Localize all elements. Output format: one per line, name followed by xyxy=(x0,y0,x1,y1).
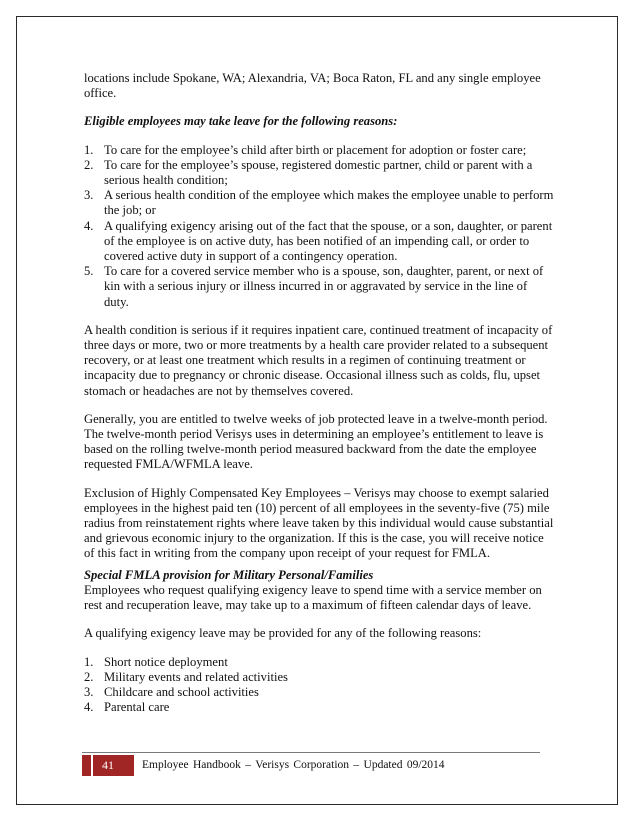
military-heading: Special FMLA provision for Military Personal/Families xyxy=(84,567,374,582)
list-item: 3. Childcare and school activities xyxy=(84,684,259,699)
list-item: 1. To care for the employee’s child after birth or placement for adoption or foster care; xyxy=(84,142,527,157)
document-body xyxy=(84,71,554,715)
list-item: 1. Short notice deployment xyxy=(84,654,228,669)
page-footer xyxy=(82,752,540,776)
exigency-intro: A qualifying exigency leave may be provided for any of the following reasons: xyxy=(84,626,482,641)
intro-paragraph: locations include Spokane, WA; Alexandria, VA; Boca Raton, FL and any single employee office. xyxy=(84,71,541,101)
military-paragraph: Employees who request qualifying exigency leave to spend time with a service member on rest and recuperation leave, may take up to a maximum of fifteen calendar days of leave. xyxy=(84,582,542,613)
footer-notch xyxy=(91,755,93,776)
list-item: 2. Military events and related activities xyxy=(84,669,288,684)
list-item: 4. Parental care xyxy=(84,700,170,715)
page-number-badge: 41 xyxy=(82,755,134,776)
health-condition-paragraph: A health condition is serious if it requires inpatient care, continued treatment of incapacity of three days or more, two or more treatments by a health care provider related to a subsequent recovery, or at least one treatment which results in a regimen of continuing treatment or incapacity due to pregnancy or chronic disease. Occasional illness such as colds, flu, upset stomach or headaches are not by themselves covered. xyxy=(84,322,553,398)
list-item: 5. To care for a covered service member who is a spouse, son, daughter, parent, or next of kin with a serious injury or illness incurred in or aggravated by service in the line of duty. xyxy=(84,264,544,309)
exigency-reasons-list xyxy=(84,655,554,716)
exclusion-paragraph: Exclusion of Highly Compensated Key Employees – Verisys may choose to exempt salaried employees in the highest paid ten (10) percent of all employees in the seventy-five (75) mile radius from reinstatement rights where leave taken by this individual would cause substantial and grievous economic injury to the organization. If this is the case, you will receive notice of this fact in writing from the company upon receipt of your request for FMLA. xyxy=(84,485,554,561)
eligible-reasons-list xyxy=(84,143,554,310)
footer-text: Employee Handbook – Verisys Corporation – Updated 09/2014 xyxy=(142,759,445,771)
list-item: 4. A qualifying exigency arising out of the fact that the spouse, or a son, daughter, or parent of the employee is on active duty, has been notified of an impending call, or order to covered active duty in support of a contingency operation. xyxy=(84,218,553,264)
eligible-heading: Eligible employees may take leave for the following reasons: xyxy=(84,114,398,129)
list-item: 3. A serious health condition of the employee which makes the employee unable to perform the job; or xyxy=(84,188,554,218)
list-item: 2. To care for the employee’s spouse, registered domestic partner, child or parent with a serious health condition; xyxy=(84,157,533,188)
entitlement-paragraph: Generally, you are entitled to twelve weeks of job protected leave in a twelve-month period. The twelve-month period Verisys uses in determining an employee’s entitlement to leave is based on the rolling twelve-month period measured backward from the date the employee requested FMLA/WFMLA leave. xyxy=(84,411,548,472)
footer-rule xyxy=(82,752,540,753)
